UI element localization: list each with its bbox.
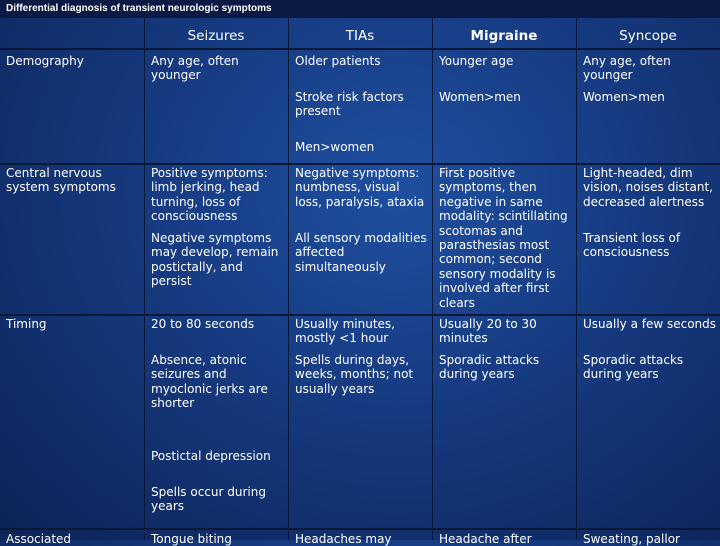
cell-tias-demography: Older patients	[295, 54, 381, 68]
cell-seizures-timing: 20 to 80 seconds	[151, 317, 255, 331]
column-divider	[432, 18, 433, 540]
cell-seizures-timing: Spells occur during years	[151, 485, 266, 514]
cell-tias-demography: Stroke risk factors present	[295, 90, 404, 119]
cell-seizures-associated: Tongue biting	[151, 532, 232, 546]
cell-migraine-timing: Usually 20 to 30 minutes	[439, 317, 537, 346]
cell-tias-demography: Men>women	[295, 140, 375, 154]
column-divider	[576, 18, 577, 540]
cell-tias-timing: Spells during days, weeks, months; not usually years	[295, 353, 414, 396]
header-syncope: Syncope	[619, 28, 677, 44]
cell-syncope-cns: Transient loss of consciousness	[583, 231, 681, 260]
header-tias: TIAs	[345, 28, 375, 44]
column-divider	[144, 18, 145, 540]
cell-tias-timing: Usually minutes, mostly <1 hour	[295, 317, 395, 346]
row-label-demography: Demography	[6, 54, 84, 68]
cell-migraine-timing: Sporadic attacks during years	[439, 353, 540, 382]
cell-syncope-timing: Sporadic attacks during years	[583, 353, 684, 382]
cell-seizures-timing: Absence, atonic seizures and myoclonic jerks are shorter	[151, 353, 268, 411]
cell-migraine-demography: Women>men	[439, 90, 521, 104]
cell-syncope-cns: Light-headed, dim vision, noises distant, decreased alertness	[583, 166, 713, 209]
row-divider	[0, 48, 720, 50]
cell-migraine-cns: First positive symptoms, then negative in same modality: scintillating scotomas and parasthesias most common; second sensory modality is involved after first clears	[439, 166, 568, 310]
row-label-timing: Timing	[6, 317, 47, 331]
row-label-cns: Central nervous system symptoms	[6, 166, 116, 195]
cell-syncope-timing: Usually a few seconds	[583, 317, 717, 331]
row-label-associated: Associated	[6, 532, 72, 546]
cell-tias-cns: All sensory modalities affected simultaneously	[295, 231, 427, 274]
row-divider	[0, 163, 720, 165]
row-divider	[0, 314, 720, 316]
cell-tias-cns: Negative symptoms: numbness, visual loss, paralysis, ataxia	[295, 166, 425, 209]
cell-seizures-timing: Postictal depression	[151, 449, 271, 463]
column-divider	[288, 18, 289, 540]
cell-syncope-demography: Any age, often younger	[583, 54, 671, 83]
cell-seizures-cns: Positive symptoms: limb jerking, head turning, loss of consciousness	[151, 166, 268, 224]
cell-syncope-associated: Sweating, pallor	[583, 532, 680, 546]
cell-migraine-demography: Younger age	[439, 54, 514, 68]
header-migraine: Migraine	[470, 28, 538, 44]
cell-tias-associated: Headaches may	[295, 532, 392, 546]
header-seizures: Seizures	[187, 28, 245, 44]
table-caption: Differential diagnosis of transient neurologic symptoms	[0, 0, 720, 18]
cell-seizures-cns: Negative symptoms may develop, remain postictally, and persist	[151, 231, 279, 289]
row-divider	[0, 528, 720, 530]
cell-syncope-demography: Women>men	[583, 90, 665, 104]
cell-migraine-associated: Headache after	[439, 532, 532, 546]
cell-seizures-demography: Any age, often younger	[151, 54, 239, 83]
